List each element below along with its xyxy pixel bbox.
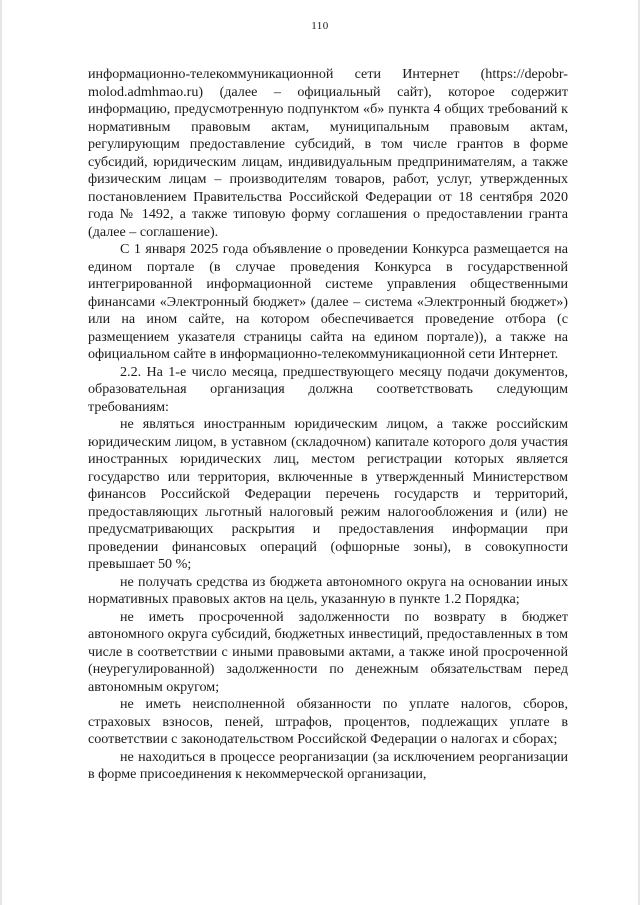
paragraph-requirement-reorganization: не находиться в процессе реорганизации (за исключением реорганизации в форме присоединения к некоммерческой организации, <box>88 748 568 782</box>
paragraph-official-site: информационно-телекоммуникационной сети Интернет (https://depobr-molod.admhmao.ru) (далее – официальный сайт), которое содержит информацию, предусмотренную подпунктом «б» пункта 4 общих требований к нормативным правовым актам, муниципальным правовым актам, регулирующим предоставление субсидий, в том числе грантов в форме субсидий, юридическим лицам, индивидуальным предпринимателям, а также физическим лицам – производителям товаров, работ, услуг, утвержденных постановлением Правительства Российской Федерации от 18 сентября 2020 года № 1492, а также типовую форму соглашения о предоставлении гранта (далее – соглашение). <box>88 66 568 240</box>
paragraph-requirement-foreign-entity: не являться иностранным юридическим лицом, а также российским юридическим лицом, в уставном (складочном) капитале которого доля участия иностранных юридических лиц, местом регистрации которых является государство или территория, включенные в утвержденный Министерством финансов Российской Федерации перечень государств и территорий, предоставляющих льготный налоговый режим налогообложения и (или) не предусматривающих раскрытия и предоставления информации при проведении финансовых операций (офшорные зоны), в совокупности превышает 50 %; <box>88 416 568 572</box>
paragraph-requirement-no-overdue-debt: не иметь просроченной задолженности по возврату в бюджет автономного округа субсидий, бюджетных инвестиций, предоставленных в том числе в соответствии с иными правовыми актами, а также иной просроченной (неурегулированной) задолженности по денежным обязательствам перед автономным округом; <box>88 608 568 695</box>
paragraph-requirement-taxes: не иметь неисполненной обязанности по уплате налогов, сборов, страховых взносов, пеней, штрафов, процентов, подлежащих уплате в соответствии с законодательством Российской Федерации о налогах и сборах; <box>88 696 568 747</box>
scan-edge-left <box>0 0 2 905</box>
page-number: 110 <box>311 20 329 32</box>
paragraph-requirement-no-other-funds: не получать средства из бюджета автономного округа на основании иных нормативных правовых актов на цель, указанную в пункте 1.2 Порядка; <box>88 573 568 607</box>
document-body <box>88 66 568 784</box>
paragraph-section-2-2: 2.2. На 1-е число месяца, предшествующего месяцу подачи документов, образовательная организация должна соответствовать следующим требованиям: <box>88 363 568 415</box>
paragraph-announcement-2025: С 1 января 2025 года объявление о проведении Конкурса размещается на едином портале (в случае проведения Конкурса в государственной интегрированной информационной системе управления общественными финансами «Электронный бюджет» (далее – система «Электронный бюджет») или на ином сайте, на котором обеспечивается проведение отбора (с размещением указателя страницы сайта на едином портале)), а также на официальном сайте в информационно-телекоммуникационной сети Интернет. <box>88 241 568 362</box>
